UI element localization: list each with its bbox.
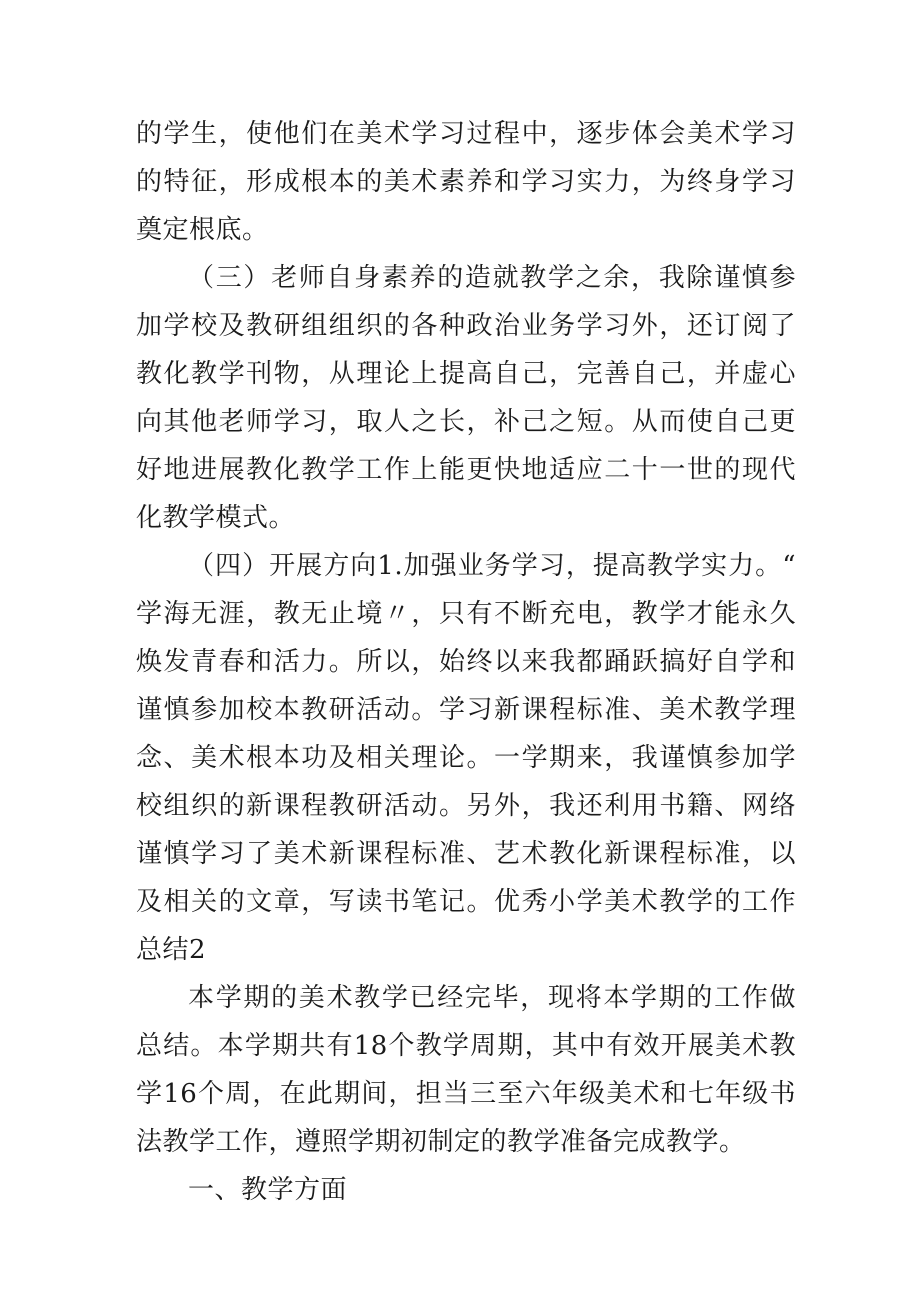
section-heading-teaching: 一、教学方面: [188, 1175, 348, 1205]
paragraph-semester-summary: 本学期的美术教学已经完毕，现将本学期的工作做总结。本学期共有18个教学周期，其中有效开展美术教学16个周，在此期间，担当三至六年级美术和七年级书法教学工作，遵照学期初制定的教学准备完成教学。: [136, 983, 796, 1157]
paragraph-continuation: 的学生，使他们在美术学习过程中，逐步体会美术学习的特征，形成根本的美术素养和学习实力，为终身学习奠定根底。: [136, 119, 796, 245]
paragraph-teacher-self-cultivation: （三）老师自身素养的造就教学之余，我除谨慎参加学校及教研组组织的各种政治业务学习外，还订阅了教化教学刊物，从理论上提高自己，完善自己，并虚心向其他老师学习，取人之长，补己之短。从而使自己更好地进展教化教学工作上能更快地适应二十一世的现代化教学模式。: [136, 263, 796, 533]
paragraph-development-direction: （四）开展方向1.加强业务学习，提高教学实力。“学海无涯，教无止境〃，只有不断充电，教学才能永久焕发青春和活力。所以，始终以来我都踊跃搞好自学和谨慎参加校本教研活动。学习新课程标准、美术教学理念、美术根本功及相关理论。一学期来，我谨慎参加学校组织的新课程教研活动。另外，我还利用书籍、网络谨慎学习了美术新课程标准、艺术教化新课程标准，以及相关的文章，写读书笔记。优秀小学美术教学的工作总结2: [136, 551, 796, 965]
document-body: [136, 110, 796, 1214]
